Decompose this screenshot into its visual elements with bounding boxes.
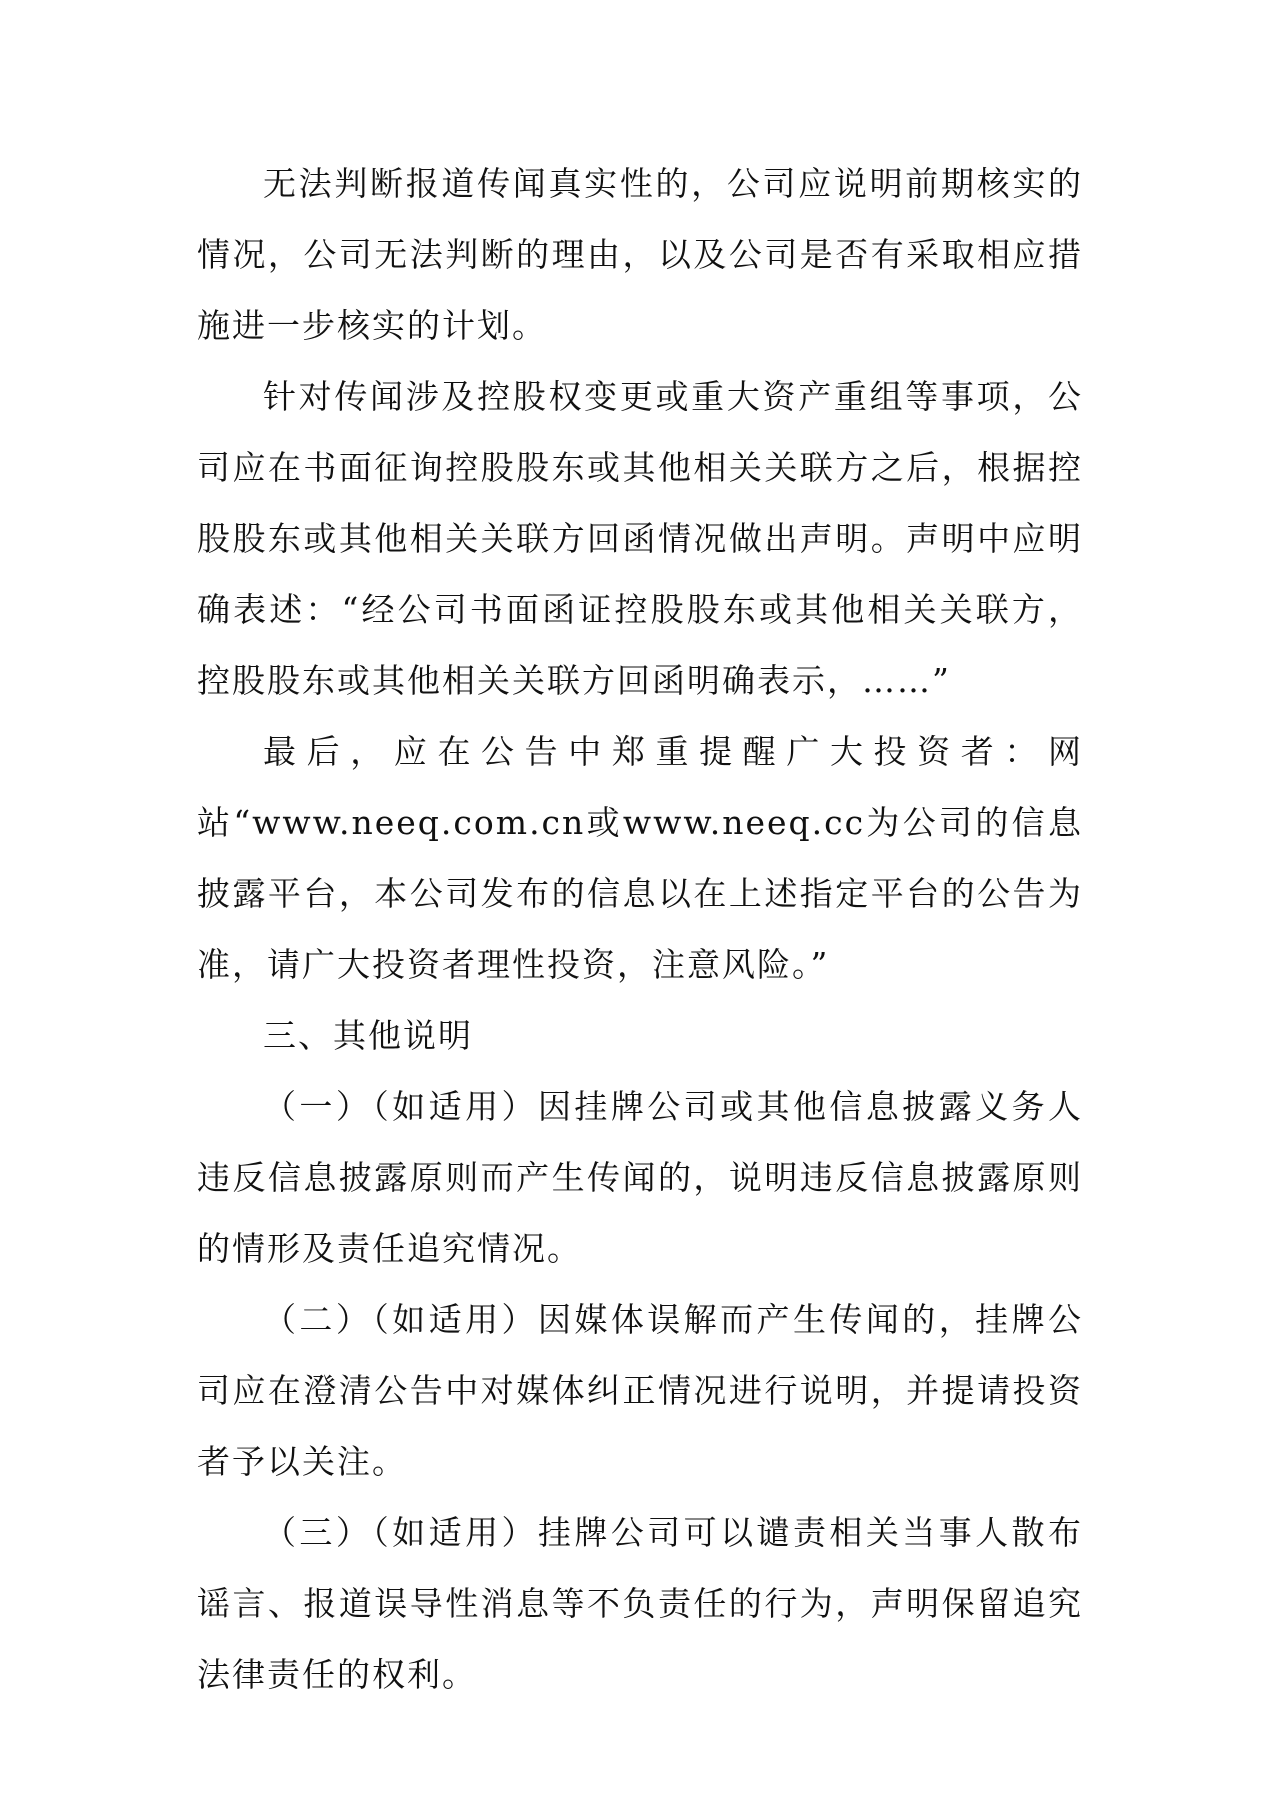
paragraph-note-2: （二）（如适用）因媒体误解而产生传闻的，挂牌公司应在澄清公告中对媒体纠正情况进行说明，并提请投资者予以关注。 bbox=[197, 1300, 1083, 1481]
paragraph-unverifiable-rumor: 无法判断报道传闻真实性的，公司应说明前期核实的情况，公司无法判断的理由，以及公司是否有采取相应措施进一步核实的计划。 bbox=[197, 164, 1083, 345]
document-body bbox=[197, 148, 1083, 1710]
paragraph-note-3: （三）（如适用）挂牌公司可以谴责相关当事人散布谣言、报道误导性消息等不负责任的行为，声明保留追究法律责任的权利。 bbox=[197, 1513, 1083, 1694]
paragraph-note-1: （一）（如适用）因挂牌公司或其他信息披露义务人违反信息披露原则而产生传闻的，说明违反信息披露原则的情形及责任追究情况。 bbox=[197, 1087, 1083, 1268]
paragraph-investor-reminder: 最后，应在公告中郑重提醒广大投资者：网站“www.neeq.com.cn或www.neeq.cc为公司的信息披露平台，本公司发布的信息以在上述指定平台的公告为准，请广大投资者理性投资，注意风险。” bbox=[197, 732, 1083, 984]
paragraph-control-change-rumor: 针对传闻涉及控股权变更或重大资产重组等事项，公司应在书面征询控股股东或其他相关关联方之后，根据控股股东或其他相关关联方回函情况做出声明。声明中应明确表述：“经公司书面函证控股股东或其他相关关联方，控股股东或其他相关关联方回函明确表示，……” bbox=[197, 377, 1083, 700]
section-heading-other-notes: 三、其他说明 bbox=[263, 1016, 473, 1055]
